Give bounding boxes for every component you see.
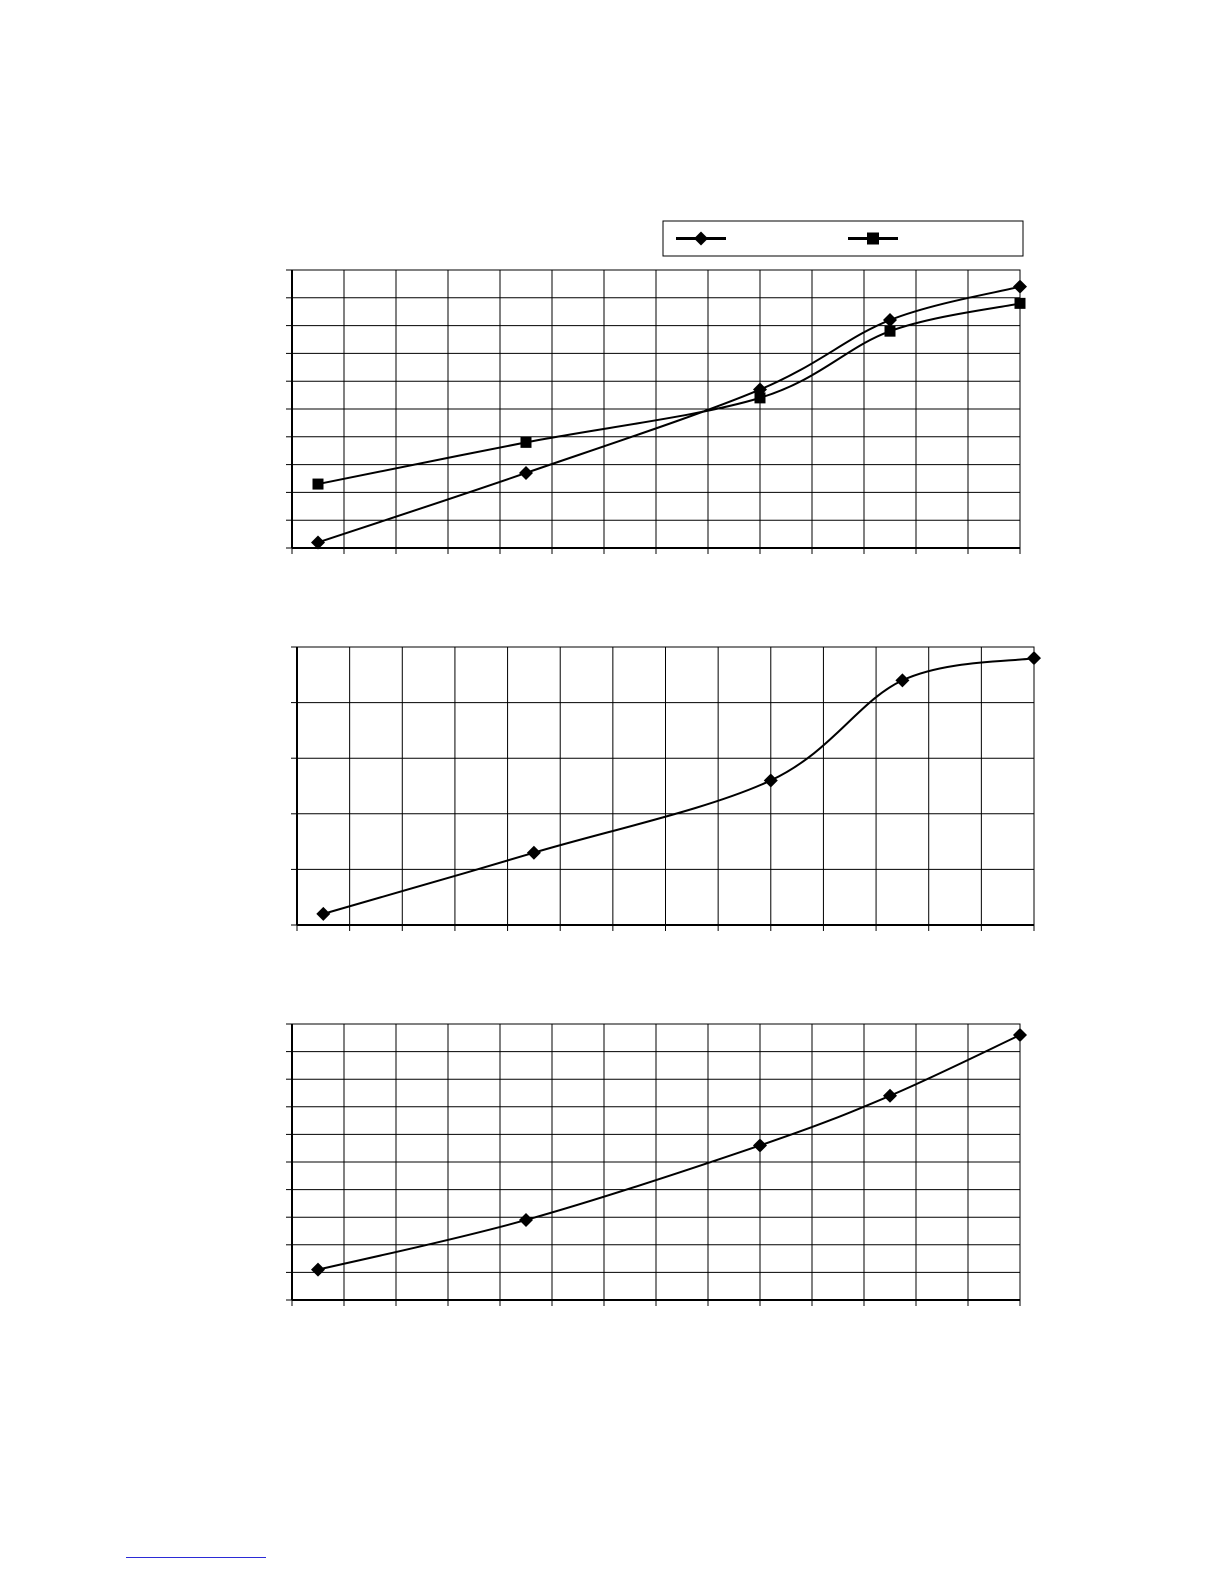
legend-series-2-marker [867, 233, 879, 245]
series-1-point [883, 313, 897, 327]
series-2-point [521, 437, 532, 448]
chart-1 [286, 221, 1027, 554]
chart-3 [286, 1024, 1027, 1306]
series-2-point [1015, 298, 1026, 309]
chart-2 [291, 647, 1041, 931]
footnote-rule [126, 1557, 266, 1558]
series-1-line [323, 658, 1034, 914]
series-1-point [753, 1138, 767, 1152]
series-1-point [1027, 651, 1041, 665]
series-2-point [755, 392, 766, 403]
series-2-point [313, 479, 324, 490]
series-1-point [1013, 1028, 1027, 1042]
series-2-point [885, 326, 896, 337]
legend [663, 221, 1023, 256]
series-1-line [318, 1035, 1020, 1270]
series-1-point [895, 673, 909, 687]
series-1-point [316, 907, 330, 921]
series-1-point [519, 1213, 533, 1227]
series-1-point [883, 1089, 897, 1103]
series-1-line [318, 287, 1020, 543]
series-1-point [1013, 280, 1027, 294]
series-1-point [764, 773, 778, 787]
series-1-point [527, 846, 541, 860]
series-2-line [318, 303, 1020, 484]
series-1-point [311, 1263, 325, 1277]
series-1-point [519, 466, 533, 480]
